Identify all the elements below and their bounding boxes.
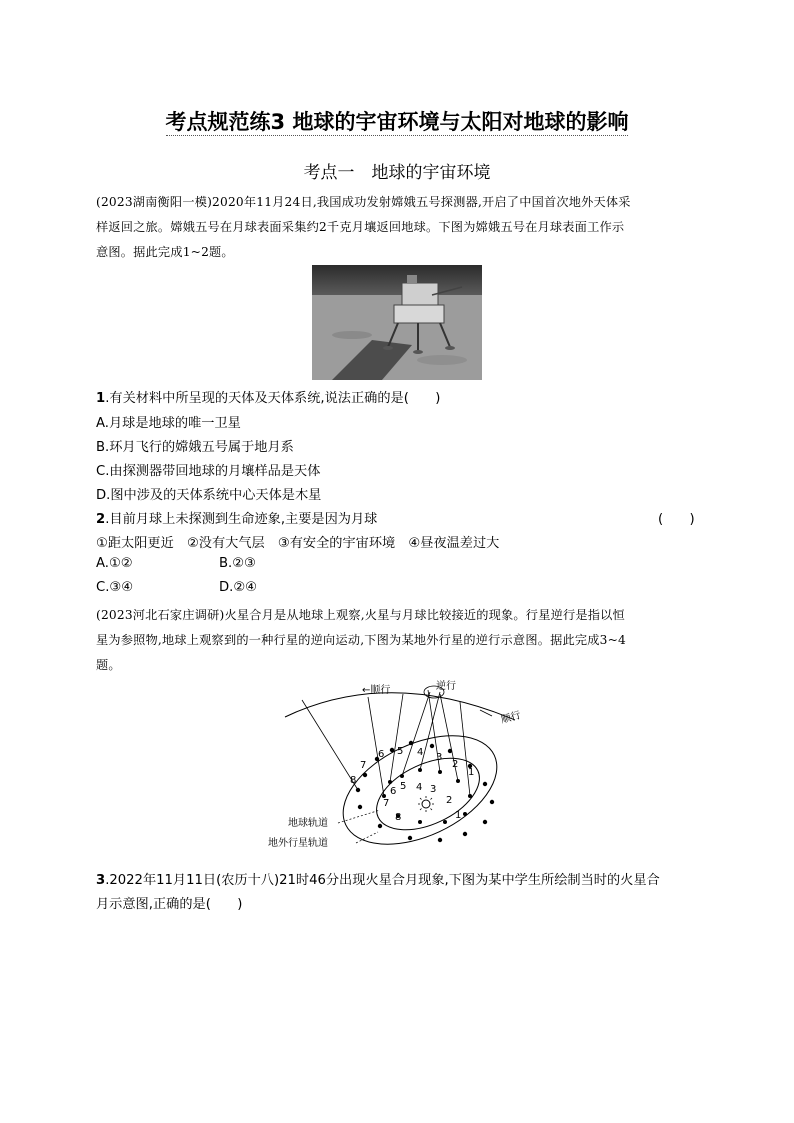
outer-label-4: 4	[417, 747, 424, 758]
label-prograde-right: 顺行	[499, 710, 523, 726]
passage-2-line-3: 题。	[96, 658, 121, 672]
inner-label-1: 1	[455, 810, 462, 821]
section-title: 考点一 地球的宇宙环境	[303, 163, 491, 183]
passage-1-line-3: 意图。据此完成1~2题。	[96, 245, 234, 259]
passage-1-line-2: 样返回之旅。嫦娥五号在月球表面采集约2千克月壤返回地球。下图为嫦娥五号在月球表面工作示	[96, 220, 625, 234]
q2-items: ①距太阳更近 ②没有大气层 ③有安全的宇宙环境 ④昼夜温差过大	[96, 536, 500, 551]
inner-label-7: 7	[383, 798, 390, 809]
page-title: 考点规范练3 地球的宇宙环境与太阳对地球的影响	[165, 110, 629, 134]
outer-label-6: 6	[378, 749, 385, 760]
inner-label-8: 8	[395, 812, 402, 823]
passage-1	[96, 190, 698, 265]
outer-label-2: 2	[452, 759, 459, 770]
q1-option-c[interactable]: C.由探测器带回地球的月壤样品是天体	[96, 464, 321, 479]
q1-option-d[interactable]: D.图中涉及的天体系统中心天体是木星	[96, 488, 322, 503]
label-earth-orbit: 地球轨道	[288, 818, 328, 829]
q2-stem: 2.目前月球上未探测到生命迹象,主要是因为月球	[96, 512, 378, 527]
passage-2-line-2: 星为参照物,地球上观察到的一种行星的逆向运动,下图为某地外行星的逆行示意图。据此完成3~4	[96, 633, 626, 647]
q1-option-a[interactable]: A.月球是地球的唯一卫星	[96, 416, 241, 431]
label-retrograde: 逆行	[436, 681, 456, 692]
label-outer-orbit: 地外行星轨道	[268, 838, 328, 849]
passage-2	[96, 603, 698, 678]
outer-label-3: 3	[436, 752, 443, 763]
q3-stem-line-1: 3.2022年11月11日(农历十八)21时46分出现火星合月现象,下图为某中学生所绘制当时的火星合	[96, 873, 660, 888]
inner-label-6: 6	[390, 786, 397, 797]
q2-option-c[interactable]: C.③④	[96, 580, 134, 595]
passage-1-line-1: (2023湖南衡阳一模)2020年11月24日,我国成功发射嫦娥五号探测器,开启了中国首次地外天体采	[96, 195, 631, 209]
q3-stem-line-2: 月示意图,正确的是( )	[96, 897, 243, 912]
outer-label-7: 7	[360, 760, 367, 771]
q2-answer-paren: ( )	[658, 512, 695, 527]
inner-label-4: 4	[416, 782, 423, 793]
q2-option-a[interactable]: A.①②	[96, 556, 133, 571]
inner-label-3: 3	[430, 784, 437, 795]
outer-label-8: 8	[350, 775, 357, 786]
q1-stem: 1.有关材料中所呈现的天体及天体系统,说法正确的是( )	[96, 391, 441, 406]
retrograde-diagram	[268, 672, 523, 862]
outer-label-1: 1	[468, 767, 475, 778]
q1-option-b[interactable]: B.环月飞行的嫦娥五号属于地月系	[96, 440, 294, 455]
inner-label-2: 2	[446, 795, 453, 806]
q2-option-b[interactable]: B.②③	[219, 556, 256, 571]
inner-label-5: 5	[400, 781, 407, 792]
outer-label-5: 5	[397, 746, 404, 757]
label-prograde-left: ←顺行	[362, 685, 391, 696]
sun-icon	[418, 796, 434, 812]
q2-option-d[interactable]: D.②④	[219, 580, 257, 595]
lander-photo	[312, 265, 482, 380]
passage-2-line-1: (2023河北石家庄调研)火星合月是从地球上观察,火星与月球比较接近的现象。行星逆行是指以恒	[96, 608, 625, 622]
